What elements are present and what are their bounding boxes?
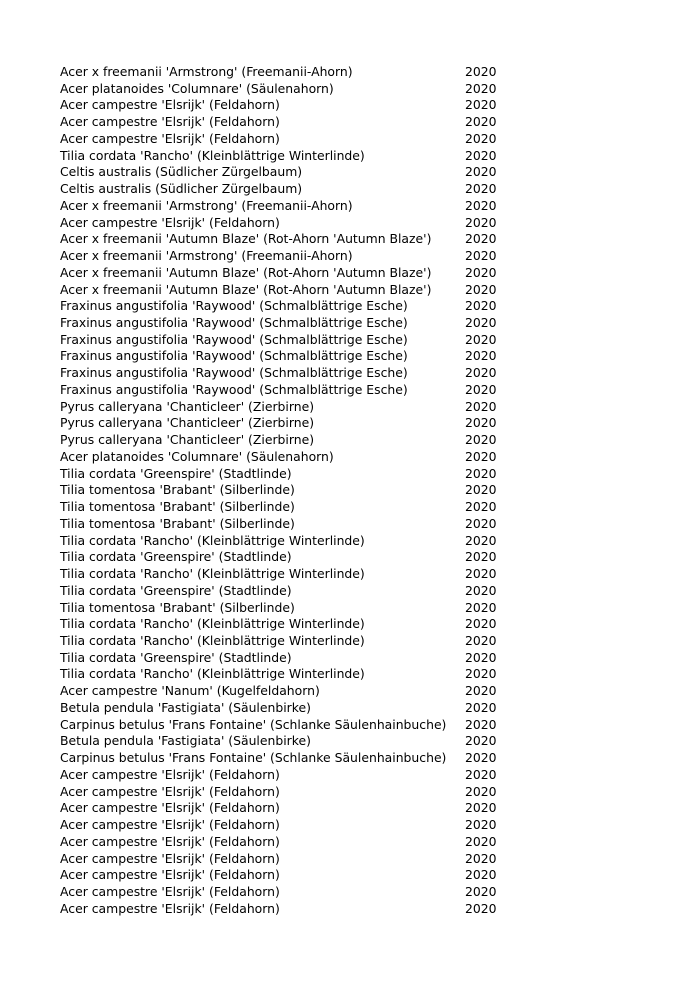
tree-species-name: Acer campestre 'Elsrijk' (Feldahorn) <box>60 900 280 916</box>
table-row <box>60 600 520 617</box>
tree-species-name: Acer campestre 'Elsrijk' (Feldahorn) <box>60 214 280 230</box>
table-row <box>60 784 520 801</box>
tree-species-name: Fraxinus angustifolia 'Raywood' (Schmalblättrige Esche) <box>60 315 408 331</box>
table-row <box>60 215 520 232</box>
planting-year: 2020 <box>465 716 497 732</box>
table-row <box>60 97 520 114</box>
table-row <box>60 533 520 550</box>
planting-year: 2020 <box>465 365 497 381</box>
tree-species-name: Tilia cordata 'Greenspire' (Stadtlinde) <box>60 582 292 598</box>
planting-year: 2020 <box>465 181 497 197</box>
planting-year: 2020 <box>465 783 497 799</box>
tree-species-name: Tilia cordata 'Rancho' (Kleinblättrige Winterlinde) <box>60 632 365 648</box>
planting-year: 2020 <box>465 883 497 899</box>
table-row <box>60 817 520 834</box>
table-row <box>60 549 520 566</box>
table-row <box>60 800 520 817</box>
planting-year: 2020 <box>465 867 497 883</box>
table-row <box>60 583 520 600</box>
planting-year: 2020 <box>465 900 497 916</box>
planting-year: 2020 <box>465 130 497 146</box>
tree-species-name: Acer campestre 'Elsrijk' (Feldahorn) <box>60 883 280 899</box>
table-row <box>60 248 520 265</box>
table-row <box>60 148 520 165</box>
table-row <box>60 482 520 499</box>
planting-year: 2020 <box>465 248 497 264</box>
table-row <box>60 750 520 767</box>
planting-year: 2020 <box>465 683 497 699</box>
table-row <box>60 834 520 851</box>
table-row <box>60 114 520 131</box>
planting-year: 2020 <box>465 616 497 632</box>
table-row <box>60 81 520 98</box>
planting-year: 2020 <box>465 415 497 431</box>
table-row <box>60 616 520 633</box>
planting-year: 2020 <box>465 582 497 598</box>
tree-species-name: Tilia tomentosa 'Brabant' (Silberlinde) <box>60 515 295 531</box>
table-row <box>60 399 520 416</box>
planting-year: 2020 <box>465 766 497 782</box>
table-row <box>60 566 520 583</box>
table-row <box>60 164 520 181</box>
tree-species-name: Acer x freemanii 'Armstrong' (Freemanii-Ahorn) <box>60 248 353 264</box>
table-row <box>60 683 520 700</box>
table-row <box>60 733 520 750</box>
tree-species-name: Tilia tomentosa 'Brabant' (Silberlinde) <box>60 599 295 615</box>
planting-year: 2020 <box>465 549 497 565</box>
table-row <box>60 901 520 918</box>
table-row <box>60 499 520 516</box>
tree-species-name: Tilia cordata 'Greenspire' (Stadtlinde) <box>60 465 292 481</box>
table-row <box>60 365 520 382</box>
tree-species-name: Betula pendula 'Fastigiata' (Säulenbirke) <box>60 699 311 715</box>
tree-species-name: Carpinus betulus 'Frans Fontaine' (Schlanke Säulenhainbuche) <box>60 750 447 766</box>
tree-species-name: Acer campestre 'Elsrijk' (Feldahorn) <box>60 97 280 113</box>
tree-species-name: Acer platanoides 'Columnare' (Säulenahorn) <box>60 448 334 464</box>
table-row <box>60 382 520 399</box>
table-row <box>60 415 520 432</box>
planting-year: 2020 <box>465 699 497 715</box>
table-row <box>60 315 520 332</box>
tree-species-name: Carpinus betulus 'Frans Fontaine' (Schlanke Säulenhainbuche) <box>60 716 447 732</box>
planting-year: 2020 <box>465 398 497 414</box>
planting-year: 2020 <box>465 97 497 113</box>
planting-year: 2020 <box>465 64 497 79</box>
planting-year: 2020 <box>465 381 497 397</box>
table-row <box>60 181 520 198</box>
tree-species-name: Tilia tomentosa 'Brabant' (Silberlinde) <box>60 482 295 498</box>
tree-species-name: Acer x freemanii 'Autumn Blaze' (Rot-Ahorn 'Autumn Blaze') <box>60 264 432 280</box>
planting-year: 2020 <box>465 164 497 180</box>
table-row <box>60 348 520 365</box>
planting-year: 2020 <box>465 114 497 130</box>
tree-species-name: Acer campestre 'Elsrijk' (Feldahorn) <box>60 114 280 130</box>
table-row <box>60 767 520 784</box>
table-row <box>60 332 520 349</box>
planting-year: 2020 <box>465 298 497 314</box>
tree-species-name: Acer x freemanii 'Autumn Blaze' (Rot-Ahorn 'Autumn Blaze') <box>60 231 432 247</box>
tree-species-name: Fraxinus angustifolia 'Raywood' (Schmalblättrige Esche) <box>60 331 408 347</box>
planting-year: 2020 <box>465 197 497 213</box>
planting-year: 2020 <box>465 482 497 498</box>
tree-species-name: Betula pendula 'Fastigiata' (Säulenbirke) <box>60 733 311 749</box>
planting-year: 2020 <box>465 147 497 163</box>
planting-year: 2020 <box>465 817 497 833</box>
tree-species-name: Acer campestre 'Elsrijk' (Feldahorn) <box>60 766 280 782</box>
table-row <box>60 231 520 248</box>
planting-year: 2020 <box>465 499 497 515</box>
table-row <box>60 198 520 215</box>
tree-species-name: Acer campestre 'Elsrijk' (Feldahorn) <box>60 867 280 883</box>
planting-year: 2020 <box>465 465 497 481</box>
table-row <box>60 131 520 148</box>
planting-year: 2020 <box>465 448 497 464</box>
tree-species-name: Acer platanoides 'Columnare' (Säulenahorn) <box>60 80 334 96</box>
table-row <box>60 516 520 533</box>
table-row <box>60 449 520 466</box>
tree-species-name: Acer campestre 'Elsrijk' (Feldahorn) <box>60 850 280 866</box>
tree-species-name: Pyrus calleryana 'Chanticleer' (Zierbirne) <box>60 398 315 414</box>
planting-year: 2020 <box>465 833 497 849</box>
planting-year: 2020 <box>465 850 497 866</box>
tree-species-name: Acer campestre 'Elsrijk' (Feldahorn) <box>60 817 280 833</box>
planting-year: 2020 <box>465 432 497 448</box>
planting-year: 2020 <box>465 264 497 280</box>
tree-species-name: Tilia cordata 'Greenspire' (Stadtlinde) <box>60 649 292 665</box>
tree-species-name: Acer x freemanii 'Armstrong' (Freemanii-Ahorn) <box>60 197 353 213</box>
planting-year: 2020 <box>465 348 497 364</box>
table-row <box>60 666 520 683</box>
tree-species-name: Tilia cordata 'Greenspire' (Stadtlinde) <box>60 549 292 565</box>
planting-year: 2020 <box>465 599 497 615</box>
planting-year: 2020 <box>465 331 497 347</box>
tree-species-name: Tilia cordata 'Rancho' (Kleinblättrige Winterlinde) <box>60 566 365 582</box>
tree-species-name: Celtis australis (Südlicher Zürgelbaum) <box>60 164 303 180</box>
planting-year: 2020 <box>465 649 497 665</box>
tree-species-name: Celtis australis (Südlicher Zürgelbaum) <box>60 181 303 197</box>
tree-species-name: Tilia cordata 'Rancho' (Kleinblättrige Winterlinde) <box>60 616 365 632</box>
planting-year: 2020 <box>465 666 497 682</box>
planting-year: 2020 <box>465 214 497 230</box>
planting-year: 2020 <box>465 515 497 531</box>
planting-year: 2020 <box>465 231 497 247</box>
table-row <box>60 466 520 483</box>
tree-species-name: Acer campestre 'Elsrijk' (Feldahorn) <box>60 833 280 849</box>
tree-species-name: Pyrus calleryana 'Chanticleer' (Zierbirne) <box>60 415 315 431</box>
planting-year: 2020 <box>465 281 497 297</box>
tree-species-name: Acer x freemanii 'Autumn Blaze' (Rot-Ahorn 'Autumn Blaze') <box>60 281 432 297</box>
table-row <box>60 64 520 81</box>
table-row <box>60 432 520 449</box>
tree-list <box>60 64 520 917</box>
table-row <box>60 282 520 299</box>
tree-species-name: Tilia cordata 'Rancho' (Kleinblättrige Winterlinde) <box>60 666 365 682</box>
tree-species-name: Fraxinus angustifolia 'Raywood' (Schmalblättrige Esche) <box>60 381 408 397</box>
table-row <box>60 717 520 734</box>
planting-year: 2020 <box>465 532 497 548</box>
planting-year: 2020 <box>465 750 497 766</box>
tree-species-name: Fraxinus angustifolia 'Raywood' (Schmalblättrige Esche) <box>60 365 408 381</box>
planting-year: 2020 <box>465 733 497 749</box>
tree-species-name: Acer x freemanii 'Armstrong' (Freemanii-Ahorn) <box>60 64 353 79</box>
tree-species-name: Acer campestre 'Elsrijk' (Feldahorn) <box>60 783 280 799</box>
tree-species-name: Tilia cordata 'Rancho' (Kleinblättrige Winterlinde) <box>60 532 365 548</box>
planting-year: 2020 <box>465 80 497 96</box>
table-row <box>60 851 520 868</box>
planting-year: 2020 <box>465 315 497 331</box>
table-row <box>60 298 520 315</box>
tree-species-name: Tilia cordata 'Rancho' (Kleinblättrige Winterlinde) <box>60 147 365 163</box>
tree-species-name: Acer campestre 'Elsrijk' (Feldahorn) <box>60 130 280 146</box>
table-row <box>60 700 520 717</box>
table-row <box>60 265 520 282</box>
tree-species-name: Pyrus calleryana 'Chanticleer' (Zierbirne) <box>60 432 315 448</box>
planting-year: 2020 <box>465 800 497 816</box>
tree-species-name: Fraxinus angustifolia 'Raywood' (Schmalblättrige Esche) <box>60 348 408 364</box>
table-row <box>60 884 520 901</box>
planting-year: 2020 <box>465 632 497 648</box>
tree-species-name: Acer campestre 'Elsrijk' (Feldahorn) <box>60 800 280 816</box>
table-row <box>60 633 520 650</box>
tree-species-name: Fraxinus angustifolia 'Raywood' (Schmalblättrige Esche) <box>60 298 408 314</box>
table-row <box>60 867 520 884</box>
tree-species-name: Tilia tomentosa 'Brabant' (Silberlinde) <box>60 499 295 515</box>
planting-year: 2020 <box>465 566 497 582</box>
tree-species-name: Acer campestre 'Nanum' (Kugelfeldahorn) <box>60 683 320 699</box>
table-row <box>60 650 520 667</box>
